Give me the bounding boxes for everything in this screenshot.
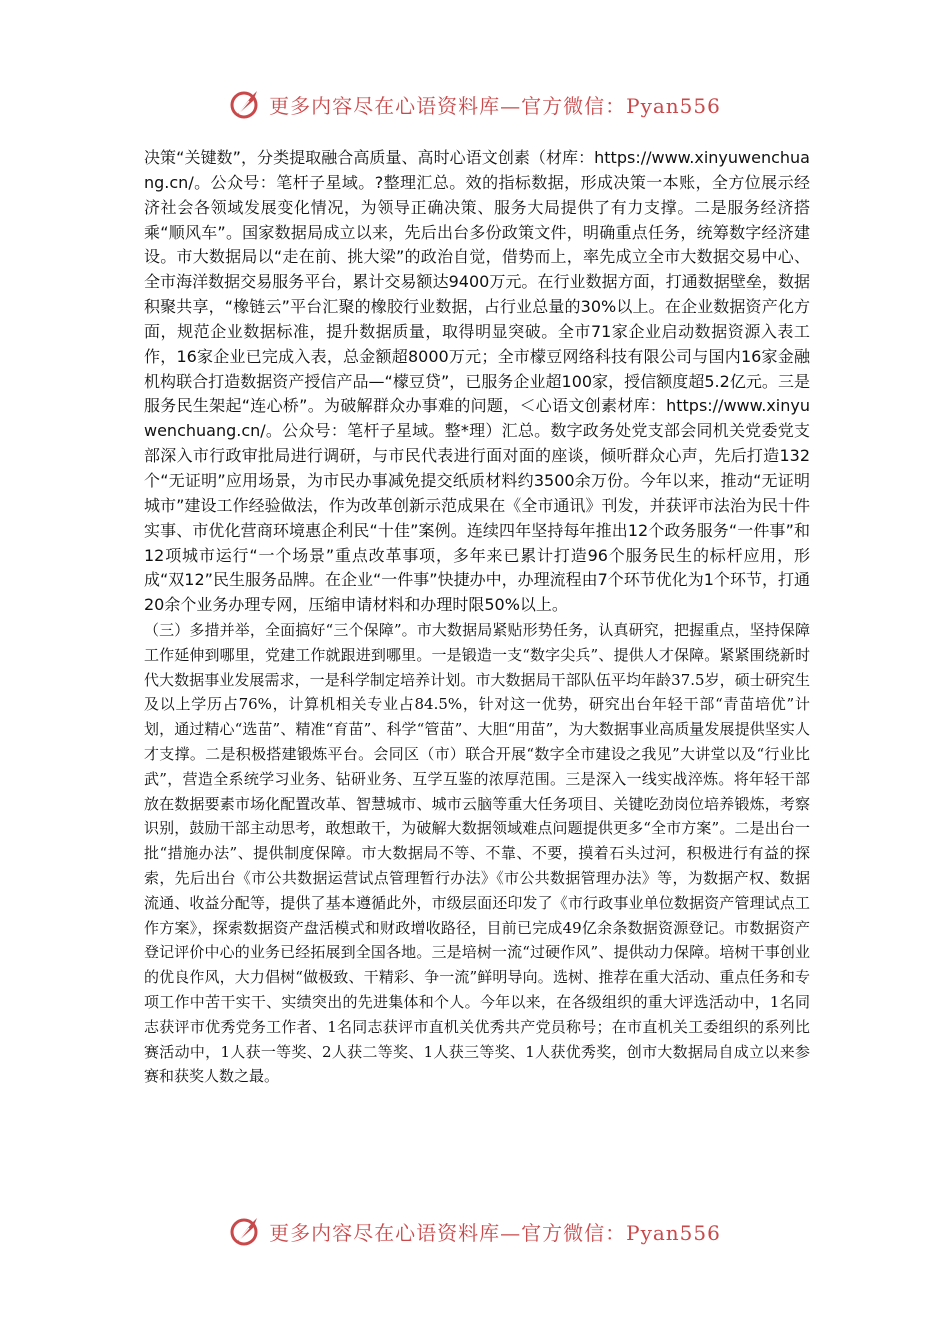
document-body (144, 146, 810, 1089)
quill-pen-circle-icon (229, 87, 263, 121)
quill-pen-circle-icon (229, 1214, 263, 1248)
footer-banner (0, 1211, 950, 1251)
body-paragraph-1: 决策“关键数”，分类提取融合高质量、高时心语文创素（材库：https://www.xinyuwenchuang.cn/。公众号：笔杆子星域。?整理汇总。效的指标数据，形成决策一本账，全方位展示经济社会各领域发展变化情况，为领导正确决策、服务大局提供了有力支撑。二是服务经济搭乘“顺风车”。国家数据局成立以来，先后出台多份政策文件，明确重点任务，统筹数字经济建设。市大数据局以“走在前、挑大梁”的政治自觉，借势而上，率先成立全市大数据交易中心、全市海洋数据交易服务平台，累计交易额达9400万元。在行业数据方面，打通数据壁垒，数据积聚共享，“橡链云”平台汇聚的橡胶行业数据，占行业总量的30%以上。在企业数据资产化方面，规范企业数据标准，提升数据质量，取得明显突破。全市71家企业启动数据资源入表工作，16家企业已完成入表，总金额超8000万元；全市檬豆网络科技有限公司与国内16家金融机构联合打造数据资产授信产品—“檬豆贷”，已服务企业超100家，授信额度超5.2亿元。三是服务民生架起“连心桥”。为破解群众办事难的问题，＜心语文创素材库：https://www.xinyuwenchuang.cn/。公众号：笔杆子星域。整*理）汇总。数字政务处党支部会同机关党委党支部深入市行政审批局进行调研，与市民代表进行面对面的座谈，倾听群众心声，先后打造132个“无证明”应用场景，为市民办事减免提交纸质材料约3500余万份。今年以来，推动“无证明城市”建设工作经验做法，作为改革创新示范成果在《全市通讯》刊发，并获评市法治为民十件实事、市优化营商环境惠企利民“十佳”案例。连续四年坚持每年推出12个政务服务“一件事”和12项城市运行“一个场景”重点改革事项，多年来已累计打造96个服务民生的标杆应用，形成“双12”民生服务品牌。在企业“一件事”快捷办中，办理流程由7个环节优化为1个环节，打通20余个业务办理专网，压缩申请材料和办理时限50%以上。 (144, 148, 810, 615)
footer-banner-text: 更多内容尽在心语资料库—官方微信：Pyan556 (269, 1220, 721, 1245)
body-paragraph-2: （三）多措并举，全面搞好“三个保障”。市大数据局紧贴形势任务，认真研究，把握重点，坚持保障工作延伸到哪里，党建工作就跟进到哪里。一是锻造一支“数字尖兵”、提供人才保障。紧紧围绕新时代大数据事业发展需求，一是科学制定培养计划。市大数据局干部队伍平均年龄37.5岁，硕士研究生及以上学历占76%，计算机相关专业占84.5%，针对这一优势，研究出台年轻干部“青苗培优”计划，通过精心“选苗”、精准“育苗”、科学“管苗”、大胆“用苗”，为大数据事业高质量发展提供坚实人才支撑。二是积极搭建锻炼平台。会同区（市）联合开展“数字全市建设之我见”大讲堂以及“行业比武”，营造全系统学习业务、钻研业务、互学互鉴的浓厚范围。三是深入一线实战淬炼。将年轻干部放在数据要素市场化配置改革、智慧城市、城市云脑等重大任务项目、关键吃劲岗位培养锻炼，考察识别，鼓励干部主动思考，敢想敢干，为破解大数据领域难点问题提供更多“全市方案”。二是出台一批“措施办法”、提供制度保障。市大数据局不等、不靠、不要，摸着石头过河，积极进行有益的探索，先后出台《市公共数据运营试点管理暂行办法》《市公共数据管理办法》等，为数据产权、数据流通、收益分配等，提供了基本遵循此外，市级层面还印发了《市行政事业单位数据资产管理试点工作方案》，探索数据资产盘活模式和财政增收路径，目前已完成49亿余条数据资源登记。市数据资产登记评价中心的业务已经拓展到全国各地。三是培树一流“过硬作风”、提供动力保障。培树干事创业的优良作风，大力倡树“做极致、干精彩、争一流”鲜明导向。选树、推荐在重大活动、重点任务和专项工作中苦干实干、实绩突出的先进集体和个人。今年以来，在各级组织的重大评选活动中，1名同志获评市优秀党务工作者、1名同志获评市直机关优秀共产党员称号；在市直机关工委组织的系列比赛活动中，1人获一等奖、2人获二等奖、1人获三等奖、1人获优秀奖，创市大数据局自成立以来参赛和获奖人数之最。 (144, 621, 810, 1086)
header-banner-text: 更多内容尽在心语资料库—官方微信：Pyan556 (269, 93, 721, 118)
header-banner (0, 84, 950, 124)
